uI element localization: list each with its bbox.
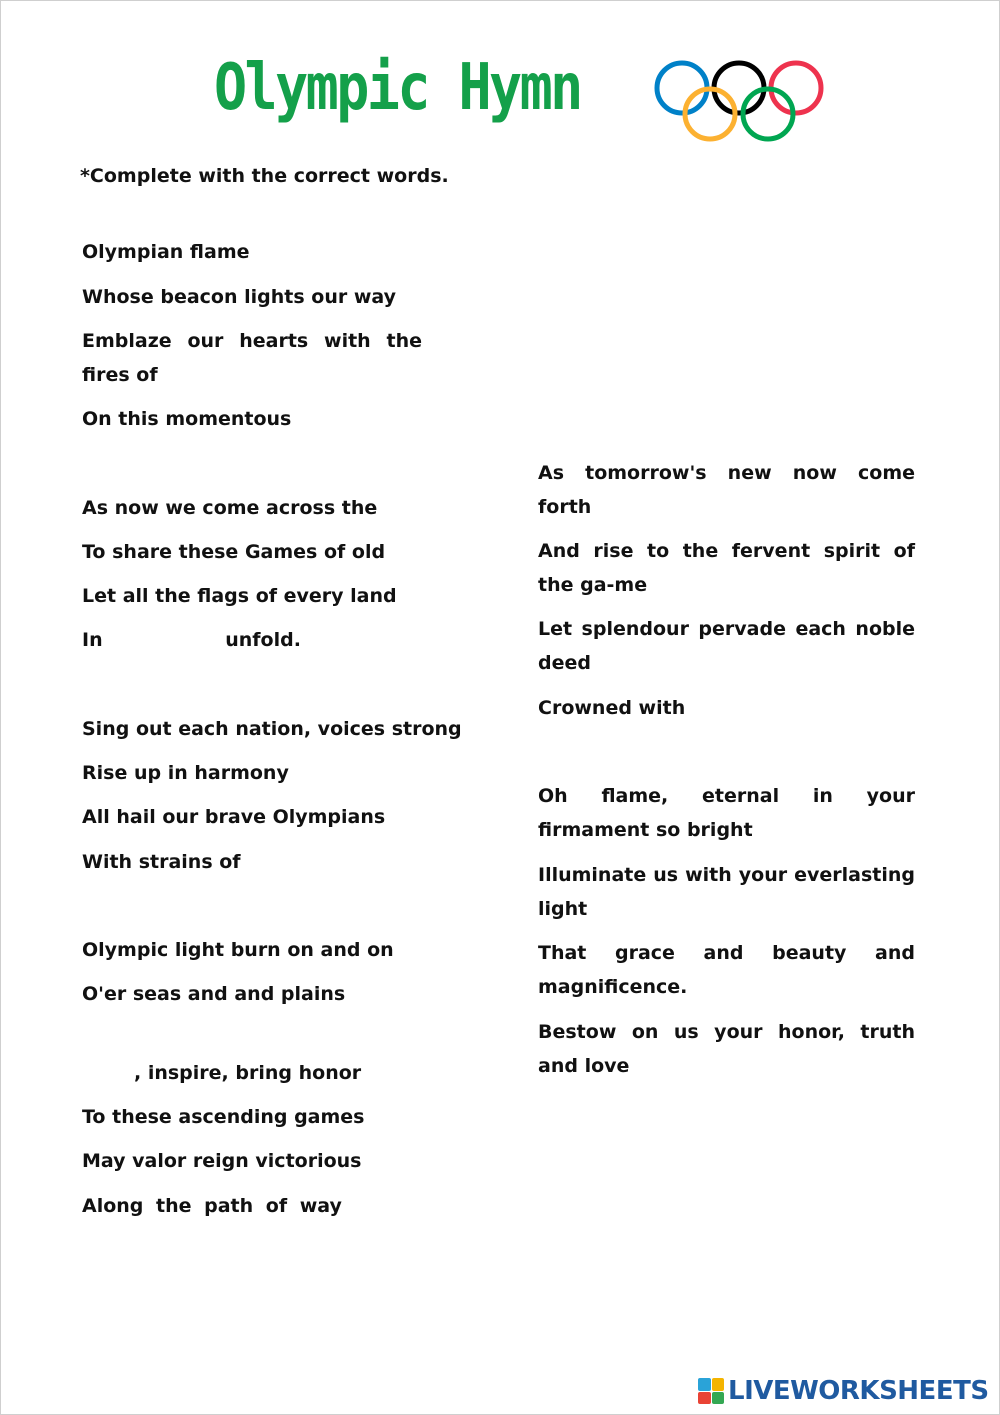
lyric-line: That grace and beauty and magnificence.: [538, 942, 915, 998]
ring-blue: [657, 63, 707, 113]
liveworksheets-icon: [698, 1378, 724, 1404]
page-title: Olympic Hymn: [214, 51, 581, 125]
liveworksheets-logo: [698, 1378, 989, 1404]
lyric-line: To these ascending games: [82, 1106, 365, 1128]
lyric-line: Bestow on us your honor, truth and love: [538, 1021, 915, 1077]
lyric-line: Along the path of way: [82, 1195, 342, 1217]
ring-yellow: [685, 89, 735, 139]
olympic-rings-logo: [652, 60, 828, 144]
lyric-line: On this momentous: [82, 408, 292, 430]
ring-black: [714, 63, 764, 113]
lyric-line: Crowned with: [538, 697, 686, 719]
lyric-line: In unfold.: [82, 629, 301, 651]
lyric-line: O'er seas and and plains: [82, 983, 346, 1005]
lyric-line: As tomorrow's new now come forth: [538, 462, 915, 518]
ring-red: [771, 63, 821, 113]
lyric-line: Whose beacon lights our way: [82, 286, 397, 308]
lyric-line: May valor reign victorious: [82, 1150, 362, 1172]
lyric-line: , inspire, bring honor: [134, 1062, 362, 1084]
lyric-line: Olympic light burn on and on: [82, 939, 394, 961]
liveworksheets-wordmark: LIVEWORKSHEETS: [728, 1376, 989, 1406]
lyric-line: And rise to the fervent spirit of the ga-me: [538, 540, 915, 596]
lyric-line: Olympian flame: [82, 241, 250, 263]
lyric-line: Sing out each nation, voices strong: [82, 718, 462, 740]
lyric-line: To share these Games of old: [82, 541, 386, 563]
lyric-line: All hail our brave Olympians: [82, 806, 386, 828]
lyric-line: Illuminate us with your everlasting light: [538, 864, 915, 920]
lyric-line: Let all the flags of every land: [82, 585, 397, 607]
lyric-line: As now we come across the: [82, 497, 378, 519]
lyric-line: Let splendour pervade each noble deed: [538, 618, 915, 674]
lyric-line: Oh flame, eternal in your firmament so bright: [538, 785, 915, 841]
lyric-line: Rise up in harmony: [82, 762, 289, 784]
instruction-text: *Complete with the correct words.: [80, 165, 449, 187]
lyric-line: With strains of: [82, 851, 241, 873]
lyric-line: Emblaze our hearts with the fires of: [82, 330, 422, 386]
ring-green: [743, 89, 793, 139]
